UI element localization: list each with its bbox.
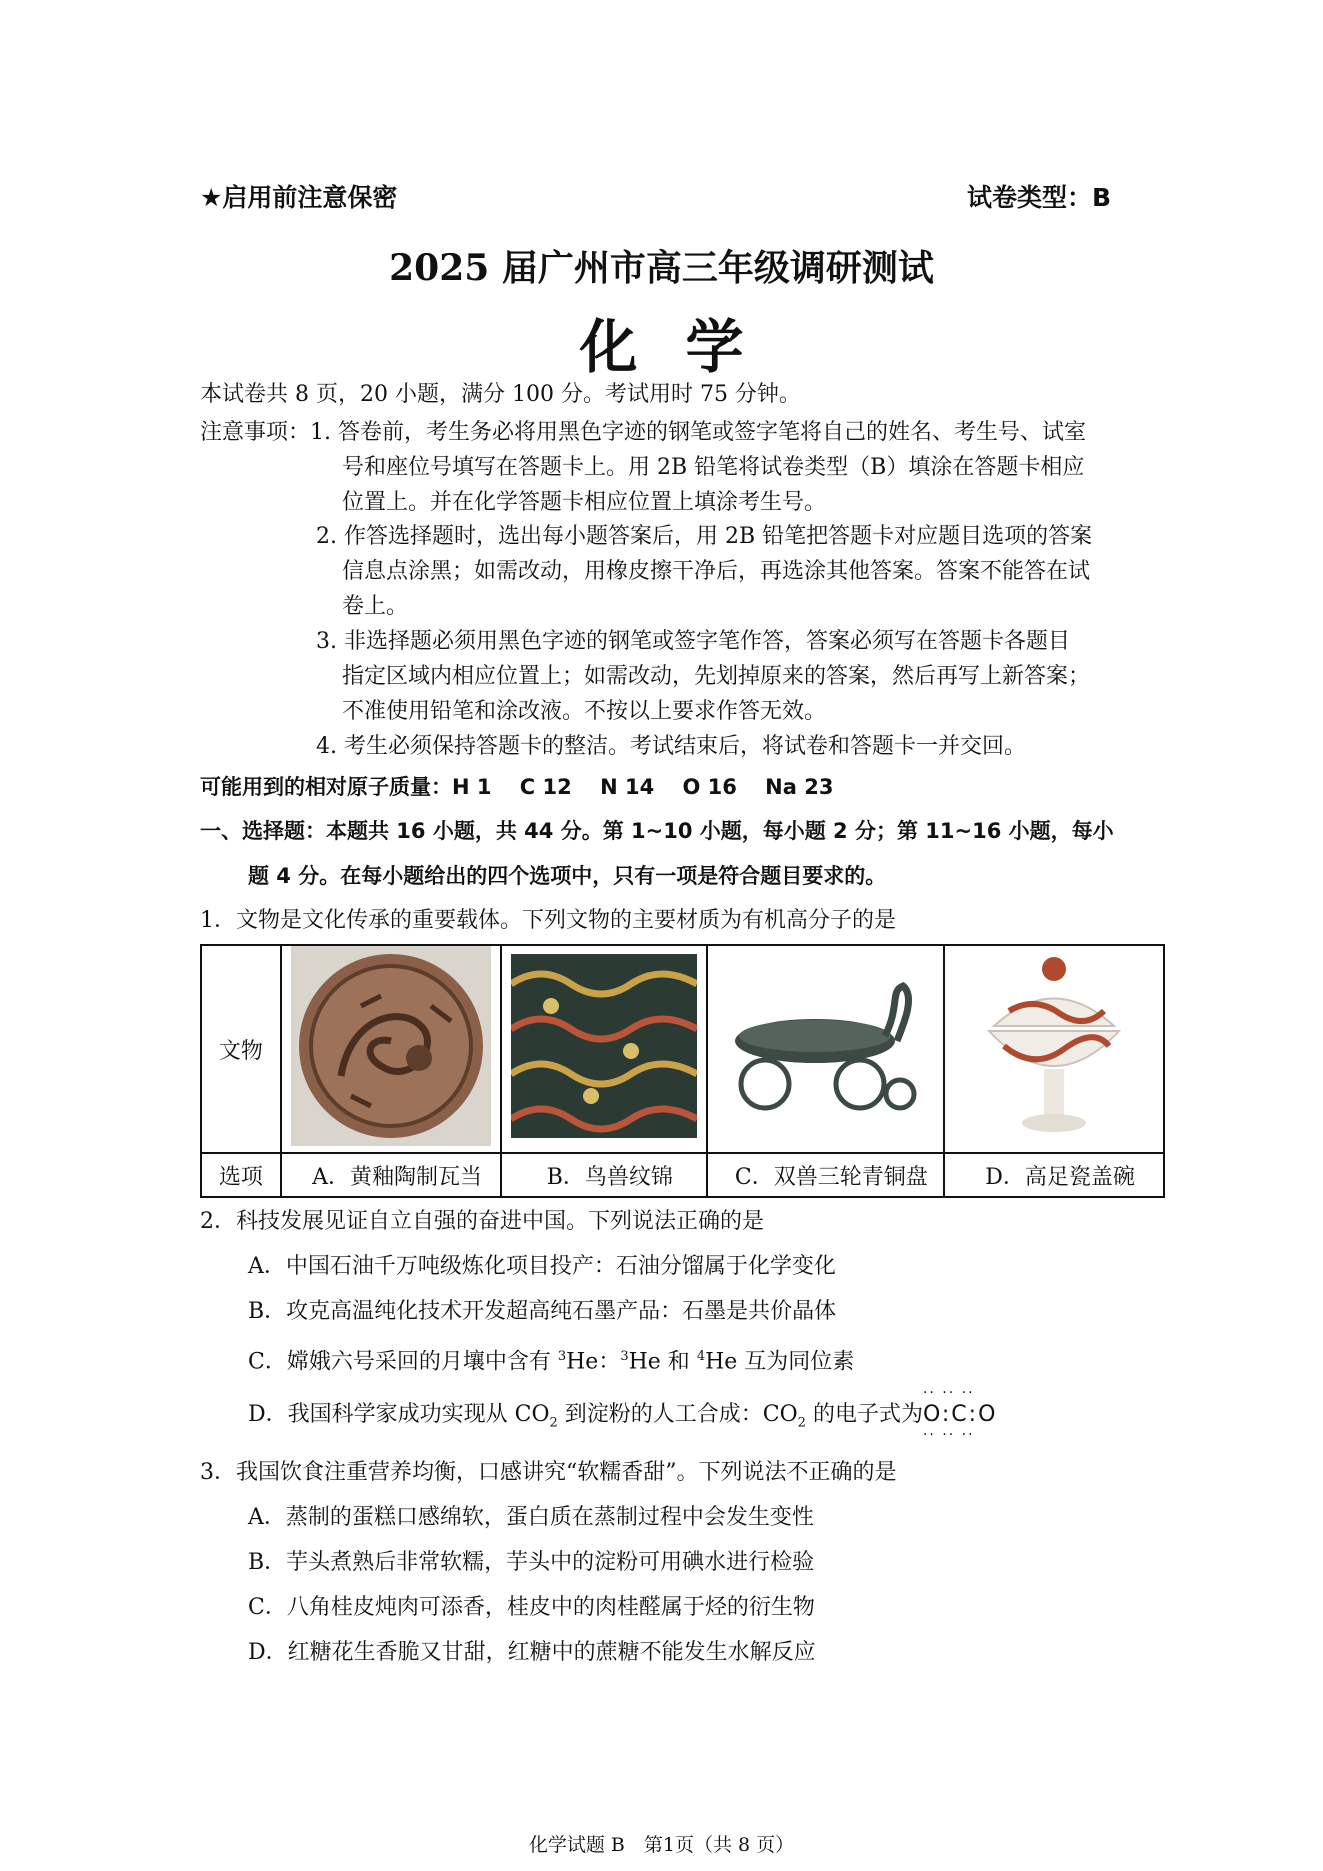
note-line-6: 卷上。 (342, 594, 409, 619)
intro-text: 本试卷共 8 页，20 小题，满分 100 分。考试用时 75 分钟。 (200, 382, 801, 407)
exam-title: 2025 届广州市高三年级调研测试 (389, 247, 934, 289)
q2-c-sup-2: 3 (620, 1349, 629, 1364)
section1-line-1: 一、选择题：本题共 16 小题，共 44 分。第 1~10 小题，每小题 2 分；第 11~16 小题，每小 (200, 819, 1114, 843)
bronze-plate-image (725, 966, 925, 1126)
note-line-3: 位置上。并在化学答题卡相应位置上填涂考生号。 (342, 490, 827, 515)
q2-d-text-2: 到淀粉的人工合成：CO (557, 1402, 798, 1427)
q3-option-c: C．八角桂皮炖肉可添香，桂皮中的肉桂醛属于烃的衍生物 (248, 1595, 815, 1620)
subject-title: 化学 (579, 313, 792, 381)
brocade-image (511, 954, 697, 1138)
q2-c-text-3: He 和 (628, 1349, 697, 1375)
co2-dots-bottom: ·· ·· ·· (922, 1427, 975, 1443)
porcelain-bowl-image (974, 951, 1134, 1141)
q2-d-text-1: D．我国科学家成功实现从 CO (248, 1402, 550, 1427)
q2-c-text-1: C．嫦娥六号采回的月壤中含有 (248, 1349, 558, 1375)
note-line-7: 3. 非选择题必须用黑色字迹的钢笔或签字笔作答，答案必须写在答题卡各题目 (316, 629, 1070, 654)
q1-option-b: B．鸟兽纹锦 (501, 1153, 706, 1197)
q2-d-sub-2: 2 (797, 1415, 806, 1431)
q2-d-sub-1: 2 (549, 1415, 558, 1431)
q2-option-d (248, 1385, 998, 1443)
page-footer: 化学试题 B 第1页（共 8 页） (528, 1834, 795, 1856)
q2-c-text-2: He： (566, 1349, 621, 1375)
q1-option-a: A．黄釉陶制瓦当 (281, 1153, 501, 1197)
q2-option-b: B．攻克高温纯化技术开发超高纯石墨产品：石墨是共价晶体 (248, 1299, 837, 1324)
note-line-2: 号和座位号填写在答题卡上。用 2B 铅笔将试卷类型（B）填涂在答题卡相应 (342, 455, 1085, 480)
q2-d-text-3: 的电子式为 (805, 1402, 923, 1427)
q3-option-b: B．芋头煮熟后非常软糯，芋头中的淀粉可用碘水进行检验 (248, 1550, 815, 1575)
q2-c-sup-1: 3 (557, 1349, 567, 1364)
note-line-1: 注意事项：1. 答卷前，考生务必将用黑色字迹的钢笔或签字笔将自己的姓名、考生号、试室 (200, 420, 1086, 445)
q1-artifact-table (200, 944, 1165, 1198)
co2-electron-formula (922, 1385, 998, 1443)
tile-end-image (291, 946, 491, 1146)
co2-formula-text: O:C:O (922, 1402, 998, 1427)
q3-stem: 3．我国饮食注重营养均衡，口感讲究“软糯香甜”。下列说法不正确的是 (200, 1460, 897, 1485)
co2-dots-top: ·· ·· ·· (922, 1385, 975, 1401)
q3-option-d: D．红糖花生香脆又甘甜，红糖中的蔗糖不能发生水解反应 (248, 1640, 816, 1665)
q3-option-a: A．蒸制的蛋糕口感绵软，蛋白质在蒸制过程中会发生变性 (248, 1505, 814, 1530)
note-line-5: 信息点涂黑；如需改动，用橡皮擦干净后，再选涂其他答案。答案不能答在试 (342, 559, 1091, 584)
section1-line-2: 题 4 分。在每小题给出的四个选项中，只有一项是符合题目要求的。 (248, 864, 887, 888)
note-line-8: 指定区域内相应位置上；如需改动，先划掉原来的答案，然后再写上新答案； (342, 664, 1091, 689)
row-label-artifact: 文物 (201, 945, 281, 1153)
note-line-9: 不准使用铅笔和涂改液。不按以上要求作答无效。 (342, 699, 827, 724)
atomic-masses: 可能用到的相对原子质量：H 1 C 12 N 14 O 16 Na 23 (200, 775, 834, 799)
note-line-4: 2. 作答选择题时，选出每小题答案后，用 2B 铅笔把答题卡对应题目选项的答案 (316, 524, 1093, 549)
q2-c-sup-3: 4 (696, 1349, 706, 1364)
paper-type: 试卷类型：B (967, 183, 1112, 212)
q1-stem: 1．文物是文化传承的重要载体。下列文物的主要材质为有机高分子的是 (200, 908, 896, 933)
confidential-mark: ★启用前注意保密 (200, 183, 398, 212)
q2-option-a: A．中国石油千万吨级炼化项目投产：石油分馏属于化学变化 (248, 1254, 836, 1279)
q1-option-d: D．高足瓷盖碗 (944, 1153, 1164, 1197)
row-label-option: 选项 (201, 1153, 281, 1197)
q2-stem: 2．科技发展见证自立自强的奋进中国。下列说法正确的是 (200, 1209, 764, 1234)
q2-c-text-4: He 互为同位素 (705, 1349, 855, 1375)
note-line-10: 4. 考生必须保持答题卡的整洁。考试结束后，将试卷和答题卡一并交回。 (316, 734, 1026, 759)
q1-option-c: C．双兽三轮青铜盘 (707, 1153, 945, 1197)
q2-option-c (248, 1340, 854, 1379)
